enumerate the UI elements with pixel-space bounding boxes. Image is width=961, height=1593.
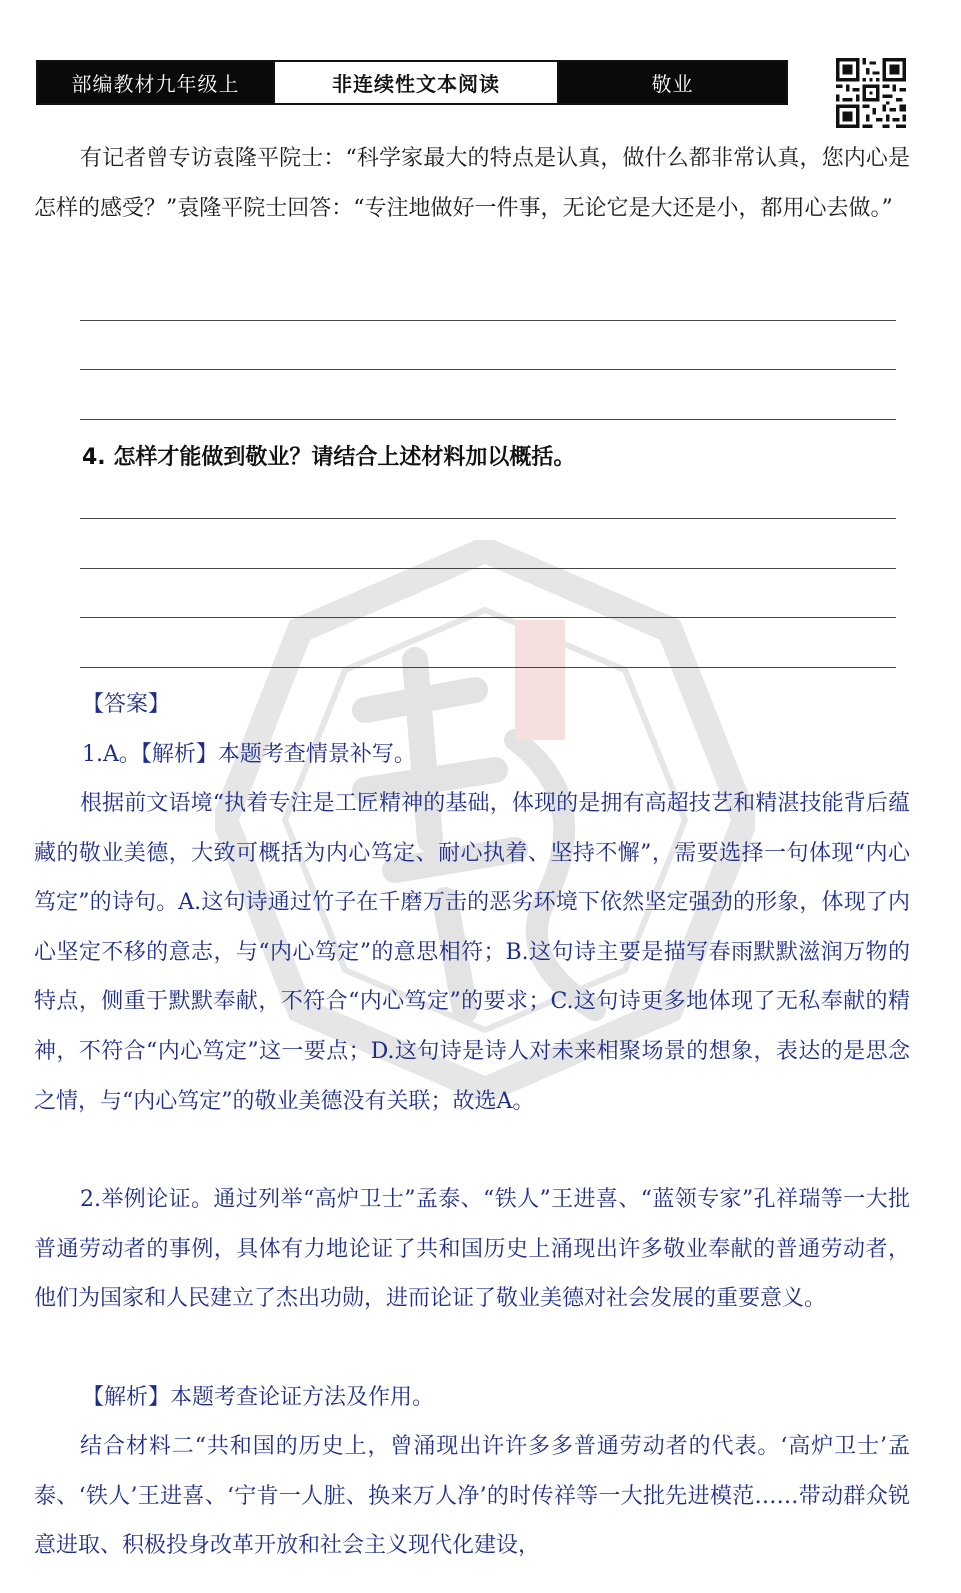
header-topic: 敬业 bbox=[559, 62, 786, 103]
material-paragraph: 有记者曾专访袁隆平院士：“科学家最大的特点是认真，做什么都非常认真，您内心是怎样的感受？”袁隆平院士回答：“专注地做好一件事，无论它是大还是小，都用心去做。” bbox=[34, 146, 910, 221]
answer-2-analysis-label: 【解析】本题考查论证方法及作用。 bbox=[82, 1385, 435, 1410]
answer-line[interactable] bbox=[80, 667, 896, 668]
answer-line[interactable] bbox=[80, 369, 896, 370]
header-section: 非连续性文本阅读 bbox=[273, 62, 559, 103]
answer-line[interactable] bbox=[80, 320, 896, 321]
answer-heading: 【答案】 bbox=[82, 692, 171, 717]
answer-line[interactable] bbox=[80, 518, 896, 519]
header-textbook: 部编教材九年级上 bbox=[38, 62, 273, 103]
answer-2-text: 2.举例论证。通过列举“高炉卫士”孟泰、“铁人”王进喜、“蓝领专家”孔祥瑞等一大批普通劳动者的事例，具体有力地论证了共和国历史上涌现出许多敬业奉献的普通劳动者，他们为国家和人民建立了杰出功勋，进而论证了敬业美德对社会发展的重要意义。 bbox=[34, 1187, 910, 1312]
question-4: 4. 怎样才能做到敬业？请结合上述材料加以概括。 bbox=[82, 445, 576, 470]
answer-line[interactable] bbox=[80, 617, 896, 618]
answer-1-label: 1.A。【解析】本题考查情景补写。 bbox=[82, 742, 416, 767]
answer-line[interactable] bbox=[80, 568, 896, 569]
answer-1-analysis: 根据前文语境“执着专注是工匠精神的基础，体现的是拥有高超技艺和精湛技能背后蕴藏的敬业美德，大致可概括为内心笃定、耐心执着、坚持不懈”，需要选择一句体现“内心笃定”的诗句。A.这句诗通过竹子在千磨万击的恶劣环境下依然坚定强劲的形象，体现了内心坚定不移的意志，与“内心笃定”的意思相符；B.这句诗主要是描写春雨默默滋润万物的特点，侧重于默默奉献，不符合“内心笃定”的要求；C.这句诗更多地体现了无私奉献的精神，不符合“内心笃定”这一要点；D.这句诗是诗人对未来相聚场景的想象，表达的是思念之情，与“内心笃定”的敬业美德没有关联；故选A。 bbox=[34, 791, 910, 1114]
answer-2-analysis: 结合材料二“共和国的历史上，曾涌现出许许多多普通劳动者的代表。‘高炉卫士’孟泰、‘铁人’王进喜、‘宁肯一人脏、换来万人净’的时传祥等一大批先进模范……带动群众锐意进取、积极投身改革开放和社会主义现代化建设， bbox=[34, 1434, 910, 1559]
qr-code-icon[interactable] bbox=[836, 58, 906, 128]
answer-line[interactable] bbox=[80, 419, 896, 420]
header-bar bbox=[36, 60, 788, 105]
